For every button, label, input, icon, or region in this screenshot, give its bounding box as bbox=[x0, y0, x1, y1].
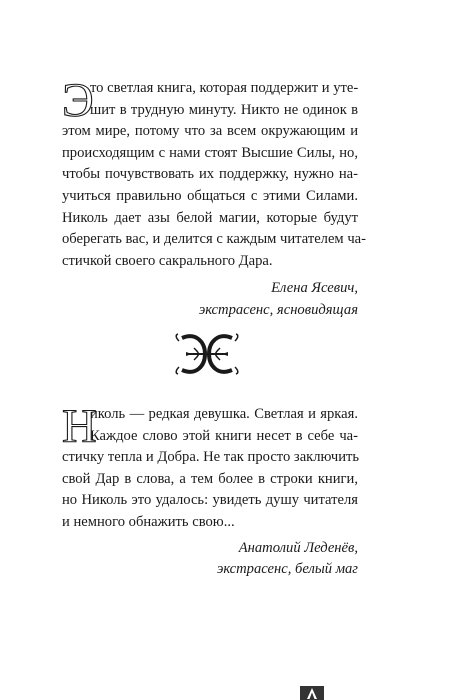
quote-line: Николь дает азы белой магии, которые будут bbox=[62, 209, 358, 226]
quote-author-2: Анатолий Леденёв, bbox=[238, 539, 358, 556]
quote-line: но Николь это удалось: увидеть душу читателя bbox=[62, 492, 358, 509]
review-quote-1 bbox=[62, 74, 366, 322]
quote-line: свой Дар в слова, а тем более в строки книги, bbox=[62, 470, 358, 487]
quote-line: оберегать вас, и делится с каждым читателем ча- bbox=[62, 231, 366, 248]
quote-author-1: Елена Ясевич, bbox=[271, 280, 358, 297]
ornament-divider-icon bbox=[174, 332, 240, 376]
quote-author-role-2: экстрасенс, белый маг bbox=[216, 561, 358, 578]
quote-line: стичкой своего сакрального Дара. bbox=[62, 252, 273, 269]
quote-line: происходящим с нами стоят Высшие Силы, но, bbox=[62, 144, 358, 161]
quote-line: шит в трудную минуту. Никто не одинок в bbox=[90, 101, 358, 118]
quote-line: Каждое слово этой книги несет в себе ча- bbox=[90, 427, 358, 444]
quote-author-role-1: экстрасенс, ясновидящая bbox=[198, 301, 358, 318]
review-quote-2 bbox=[62, 400, 360, 581]
quote-line: чтобы почувствовать их поддержку, нужно на- bbox=[62, 166, 358, 183]
quote-line: то светлая книга, которая поддержит и уте- bbox=[90, 80, 359, 96]
drop-cap-2: Н bbox=[62, 400, 97, 453]
drop-cap-1: Э bbox=[62, 74, 94, 127]
quote-line: и немного обнажить свою... bbox=[62, 513, 235, 530]
quote-line: иколь — редкая девушка. Светлая и яркая. bbox=[90, 406, 358, 422]
quote-line: этом мире, потому что за всем окружающим и bbox=[62, 123, 358, 140]
publisher-logo-icon bbox=[300, 686, 324, 700]
quote-line: стичку тепла и Добра. Не так просто заключить bbox=[62, 449, 360, 466]
quote-line: учиться правильно общаться с этими Силами. bbox=[62, 187, 358, 204]
